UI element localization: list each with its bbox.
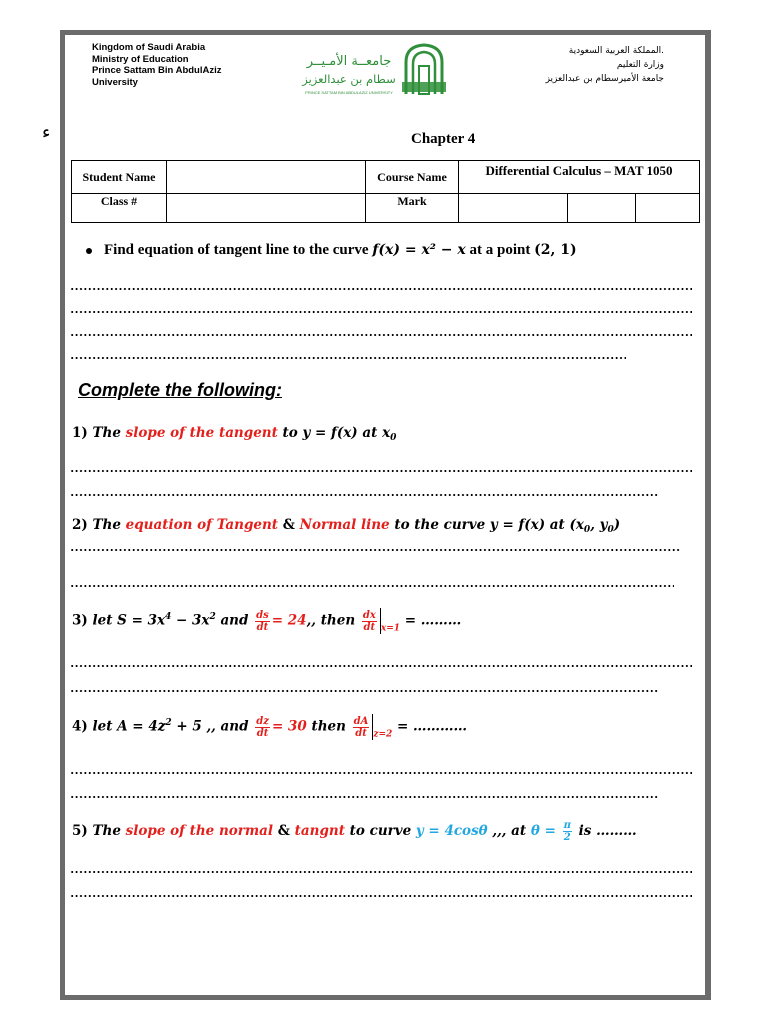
header-left-line: Kingdom of Saudi Arabia: [92, 42, 206, 53]
student-info-table: [71, 160, 700, 223]
answer-line[interactable]: [70, 585, 674, 587]
answer-line[interactable]: [70, 357, 626, 359]
fraction-denominator: dt: [355, 727, 367, 739]
question-text: and: [220, 612, 249, 629]
question-text: The: [92, 823, 121, 839]
evaluation-point: z=2: [373, 729, 393, 740]
math-expression: y = 4cosθ: [415, 823, 488, 839]
fraction-numerator: ds: [256, 609, 269, 621]
chapter-title: Chapter 4: [411, 131, 476, 147]
answer-line[interactable]: [70, 772, 692, 774]
logo-english-line: PRINCE SATTAM BIN ABDULAZIZ UNIVERSITY: [305, 90, 393, 95]
evaluation-point: x=1: [380, 623, 400, 634]
question-number: 3): [72, 612, 88, 629]
mark-field-3[interactable]: [635, 194, 699, 223]
answer-line[interactable]: [70, 311, 692, 313]
question-2: [72, 517, 620, 535]
answer-line[interactable]: [70, 494, 658, 496]
question-text: then: [311, 718, 346, 735]
mark-label: Mark: [366, 194, 459, 223]
math-expression: let S = 3x: [92, 612, 166, 629]
student-name-field[interactable]: [167, 161, 366, 194]
answer-line[interactable]: [70, 871, 692, 873]
question-number: 1): [72, 425, 88, 441]
math-subscript: 0: [390, 433, 397, 443]
math-subscript: 0: [607, 525, 614, 535]
course-name-value: Differential Calculus – MAT 1050: [459, 161, 700, 194]
header-right-line: .المملكة العربية السعودية: [568, 46, 664, 56]
question-text: The: [92, 425, 121, 441]
fraction-denominator: dt: [256, 621, 269, 633]
question-text: + 5 ,, and: [171, 718, 249, 735]
question-text: to the curve: [394, 517, 486, 533]
fraction-numerator: dz: [256, 715, 269, 727]
header-left-institution: [92, 42, 222, 88]
logo-arabic-line-2: سطام بن عبدالعزيز: [302, 72, 396, 86]
fraction: [563, 820, 572, 843]
math-expression: let A = 4z: [92, 718, 166, 735]
header-left-line: University: [92, 76, 138, 88]
question-text: to: [282, 425, 298, 441]
question-4: [72, 714, 467, 740]
bullet-icon: [86, 248, 92, 254]
ampersand: &: [282, 517, 295, 533]
math-subscript: 0: [583, 525, 591, 535]
highlight-text: slope of the tangent: [125, 425, 278, 441]
course-name-label: Course Name: [366, 161, 459, 194]
question-text: ,, then: [306, 612, 356, 629]
ampersand: &: [277, 823, 290, 839]
question-text: to curve: [349, 823, 412, 839]
answer-line[interactable]: [70, 665, 692, 667]
math-exponent: 2: [209, 612, 216, 622]
math-exponent: 4: [165, 612, 172, 622]
function-expression: f(x) = x² − x: [372, 242, 466, 258]
math-expression: y = f(x) at x: [302, 425, 391, 441]
highlight-text: Normal line: [299, 517, 390, 533]
fraction-denominator: 2: [563, 832, 571, 843]
class-field[interactable]: [167, 194, 366, 223]
question-text: Find equation of tangent line to the curve: [104, 242, 369, 258]
highlight-text: tangnt: [294, 823, 345, 839]
highlight-text: = 24: [271, 612, 307, 629]
answer-line[interactable]: [70, 796, 658, 798]
fraction-denominator: dt: [363, 621, 376, 633]
question-text: at a point: [469, 242, 531, 258]
answer-line[interactable]: [70, 470, 692, 472]
highlight-text: slope of the normal: [125, 823, 274, 839]
question-text: ,,, at: [492, 823, 527, 839]
logo-arabic-line-1: جامعــة الأمـيــر: [306, 54, 392, 69]
fraction: [353, 716, 370, 739]
fraction: [362, 610, 377, 633]
fraction-numerator: dA: [353, 715, 369, 727]
question-number: 5): [72, 823, 88, 839]
question-number: 4): [72, 718, 88, 735]
question-1: [72, 425, 396, 443]
highlight-text: = 30: [271, 718, 307, 735]
answer-line[interactable]: [70, 288, 692, 290]
stray-mark: ء: [42, 122, 51, 142]
mark-field-2[interactable]: [567, 194, 635, 223]
math-expression: y = f(x) at (x: [489, 517, 584, 533]
math-expression: θ =: [530, 823, 556, 839]
fraction-numerator: π: [563, 820, 571, 831]
logo-emblem-icon: [400, 42, 448, 96]
question-5: [72, 820, 637, 843]
math-expression: , y: [590, 517, 608, 533]
header-right-institution: [546, 44, 664, 86]
fraction-numerator: dx: [362, 609, 376, 621]
answer-blank: = …………: [397, 718, 468, 735]
complete-heading: Complete the following:: [78, 380, 282, 400]
answer-blank: = ………: [404, 612, 462, 629]
highlight-text: equation of Tangent: [125, 517, 279, 533]
header-right-line: جامعة الأميرسطام بن عبدالعزيز: [545, 74, 664, 84]
math-exponent: 2: [165, 718, 172, 728]
answer-blank: is ………: [578, 823, 637, 839]
fraction: [255, 610, 270, 633]
question-number: 2): [72, 517, 88, 533]
question-text: The: [92, 517, 121, 533]
class-label: Class #: [72, 194, 167, 223]
header-left-line: Ministry of Education: [92, 53, 189, 65]
math-expression: ): [613, 517, 621, 533]
fraction: [255, 716, 270, 739]
answer-line[interactable]: [70, 549, 680, 551]
answer-line[interactable]: [70, 334, 692, 336]
answer-line[interactable]: [70, 895, 692, 897]
header-right-line: وزارة التعليم: [616, 60, 664, 70]
university-logo: [300, 40, 450, 98]
answer-line[interactable]: [70, 690, 658, 692]
mark-field-1[interactable]: [459, 194, 568, 223]
tangent-line-question: [86, 242, 577, 259]
header-left-line: Prince Sattam Bin AbdulAziz: [92, 65, 222, 76]
student-name-label: Student Name: [72, 161, 167, 194]
point-expression: (2, 1): [534, 242, 577, 258]
math-expression: − 3x: [171, 612, 210, 629]
fraction-denominator: dt: [256, 727, 269, 739]
question-3: [72, 608, 461, 634]
